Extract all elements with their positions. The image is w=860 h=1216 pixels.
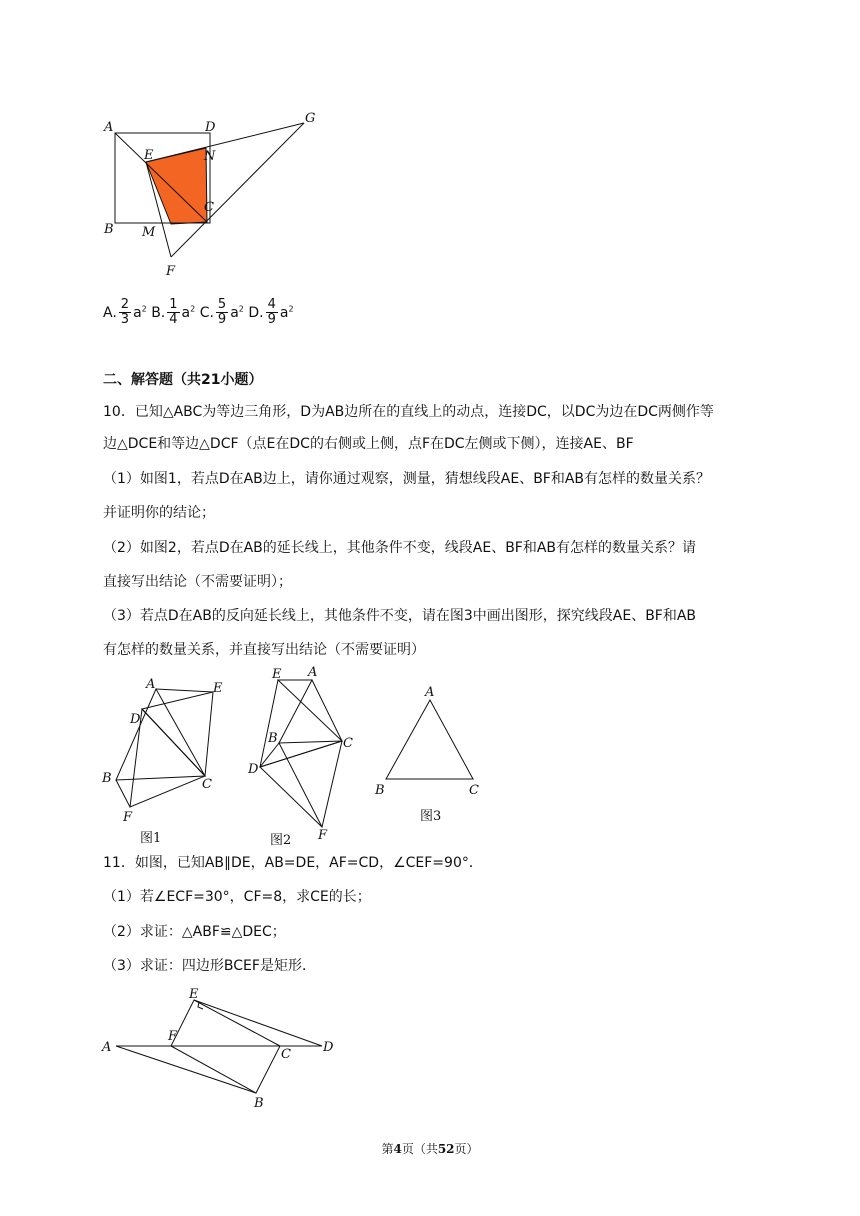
- answer-choices: [103, 289, 294, 333]
- label-B: B: [104, 222, 114, 237]
- svg-text:F: F: [123, 810, 133, 825]
- choice-d[interactable]: D. $\frac{4}{9}$ $a^2$: [248, 297, 294, 328]
- q10-line2: 边△DCE和等边△DCF（点E在DC的右侧或上侧，点F在DC左侧或下侧），连接AE、BF: [103, 436, 634, 452]
- svg-text:C: C: [469, 783, 479, 798]
- label-E: E: [144, 148, 154, 163]
- q10-part3-b: 有怎样的数量关系，并直接写出结论（不需要证明）: [103, 642, 425, 658]
- svg-text:E: E: [272, 667, 282, 682]
- svg-text:C: C: [202, 777, 212, 792]
- label-M: M: [142, 225, 156, 240]
- fig2-caption: 图2: [270, 833, 292, 848]
- svg-text:F: F: [168, 1029, 178, 1044]
- q10-line1: 10．已知△ABC为等边三角形，D为AB边所在的直线上的动点，连接DC，以DC为边在DC两侧作等: [103, 404, 714, 420]
- fig3-caption: 图3: [420, 809, 442, 824]
- svg-text:B: B: [268, 731, 278, 746]
- figure-square-egnf: [100, 105, 340, 280]
- choice-b[interactable]: B. $\frac{1}{4}$ $a^2$: [151, 297, 196, 328]
- label-F: F: [166, 264, 176, 279]
- svg-text:A: A: [308, 665, 318, 680]
- label-N: N: [204, 149, 216, 164]
- label-A: A: [104, 120, 114, 135]
- label-D: D: [205, 120, 216, 135]
- svg-text:E: E: [213, 681, 223, 696]
- svg-text:A: A: [146, 677, 156, 692]
- q11-part1: （1）若∠ECF=30°，CF=8，求CE的长；: [103, 889, 371, 905]
- q10-part1-b: 并证明你的结论；: [103, 505, 215, 521]
- q10-part1-a: （1）如图1，若点D在AB边上，请你通过观察，测量，猜想线段AE、BF和AB有怎样的数量关系？: [103, 471, 711, 487]
- q11-figure: [98, 985, 348, 1110]
- page-footer: 第4页（共52页）: [381, 1142, 479, 1156]
- svg-text:C: C: [343, 736, 353, 751]
- q10-figure-2: [242, 660, 372, 850]
- q10-part3-a: （3）若点D在AB的反向延长线上，其他条件不变，请在图3中画出图形，探究线段AE、BF和AB: [103, 608, 697, 624]
- q11-part2: （2）求证：△ABF≌△DEC；: [103, 924, 286, 940]
- svg-text:B: B: [375, 783, 385, 798]
- svg-text:B: B: [102, 771, 112, 786]
- svg-text:A: A: [425, 685, 435, 700]
- q11-line1: 11．如图，已知AB∥DE，AB=DE，AF=CD，∠CEF=90°．: [103, 855, 483, 871]
- fig1-caption: 图1: [140, 831, 162, 846]
- svg-text:F: F: [318, 828, 328, 843]
- svg-text:B: B: [254, 1096, 264, 1110]
- q10-figure-3: [370, 680, 490, 830]
- q10-part2-b: 直接写出结论（不需要证明）；: [103, 574, 292, 590]
- svg-text:D: D: [323, 1040, 334, 1055]
- q11-part3: （3）求证：四边形BCEF是矩形．: [103, 958, 316, 974]
- q10-part2-a: （2）如图2，若点D在AB的延长线上，其他条件不变，线段AE、BF和AB有怎样的数量关系？请: [103, 540, 697, 556]
- svg-text:D: D: [130, 712, 141, 727]
- svg-text:A: A: [102, 1040, 112, 1055]
- section-heading: 二、解答题（共21小题）: [103, 372, 263, 388]
- svg-text:D: D: [248, 762, 259, 777]
- q10-figure-1: [98, 670, 238, 850]
- label-G: G: [305, 111, 316, 126]
- svg-text:E: E: [189, 987, 199, 1002]
- choice-a[interactable]: A. $\frac{2}{3}$ $a^2$: [103, 297, 147, 328]
- label-C: C: [204, 200, 214, 215]
- choice-c[interactable]: C. $\frac{5}{9}$ $a^2$: [199, 297, 244, 328]
- svg-text:C: C: [281, 1047, 291, 1062]
